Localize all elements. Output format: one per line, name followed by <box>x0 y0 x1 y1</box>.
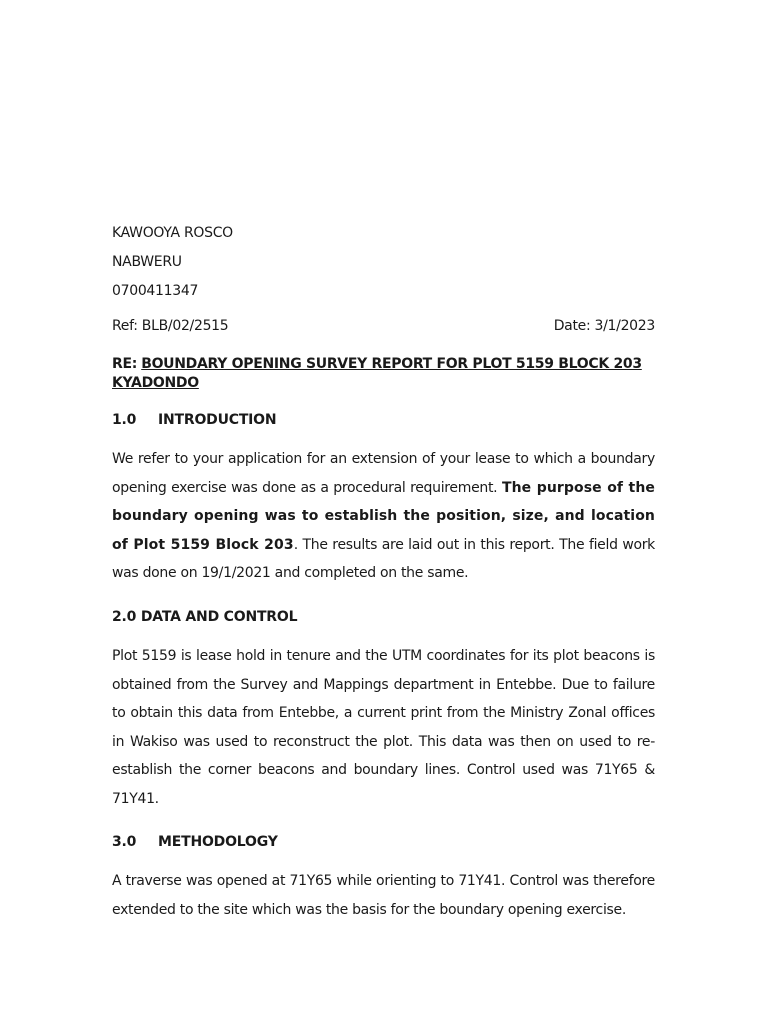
sender-phone: 0700411347 <box>112 283 199 299</box>
intro-text-after: . The results are laid out in this report. The field work was done on 19/1/2021 and completed on the same. <box>112 536 655 581</box>
reference-number: Ref: BLB/02/2515 <box>112 318 229 334</box>
subject-line <box>112 355 660 393</box>
methodology-paragraph: A traverse was opened at 71Y65 while orienting to 71Y41. Control was therefore extended to the site which was the basis for the boundary opening exercise. <box>112 873 655 918</box>
data-control-paragraph: Plot 5159 is lease hold in tenure and the UTM coordinates for its plot beacons is obtained from the Survey and Mappings department in Entebbe. Due to failure to obtain this data from Entebbe, a current print from the Ministry Zonal offices in Wakiso was used to reconstruct the plot. This data was then on used to re-establish the corner beacons and boundary lines. Control used was 71Y65 & 71Y41. <box>112 648 655 807</box>
section-heading-introduction <box>112 412 276 428</box>
section-title: METHODOLOGY <box>158 834 278 850</box>
subject-title: BOUNDARY OPENING SURVEY REPORT FOR PLOT 5159 BLOCK 203 KYADONDO <box>112 356 642 391</box>
section-heading-methodology <box>112 834 278 850</box>
section-title: INTRODUCTION <box>158 412 277 428</box>
intro-text-bold: The purpose of the boundary opening was to establish the position, size, and location of Plot 5159 Block 203 <box>112 479 656 553</box>
sender-name: KAWOOYA ROSCO <box>112 225 233 241</box>
intro-text-before: We refer to your application for an extension of your lease to which a boundary opening exercise was done as a procedural requirement. <box>112 451 655 496</box>
subject-prefix: RE: <box>112 356 138 372</box>
section-number: 3.0 <box>112 834 137 850</box>
letter-date: Date: 3/1/2023 <box>553 318 655 334</box>
section-heading-data-control: 2.0 DATA AND CONTROL <box>112 609 298 625</box>
introduction-paragraph <box>112 445 655 588</box>
section-number: 1.0 <box>112 412 137 428</box>
sender-location: NABWERU <box>112 254 182 270</box>
reference-row <box>112 318 655 334</box>
